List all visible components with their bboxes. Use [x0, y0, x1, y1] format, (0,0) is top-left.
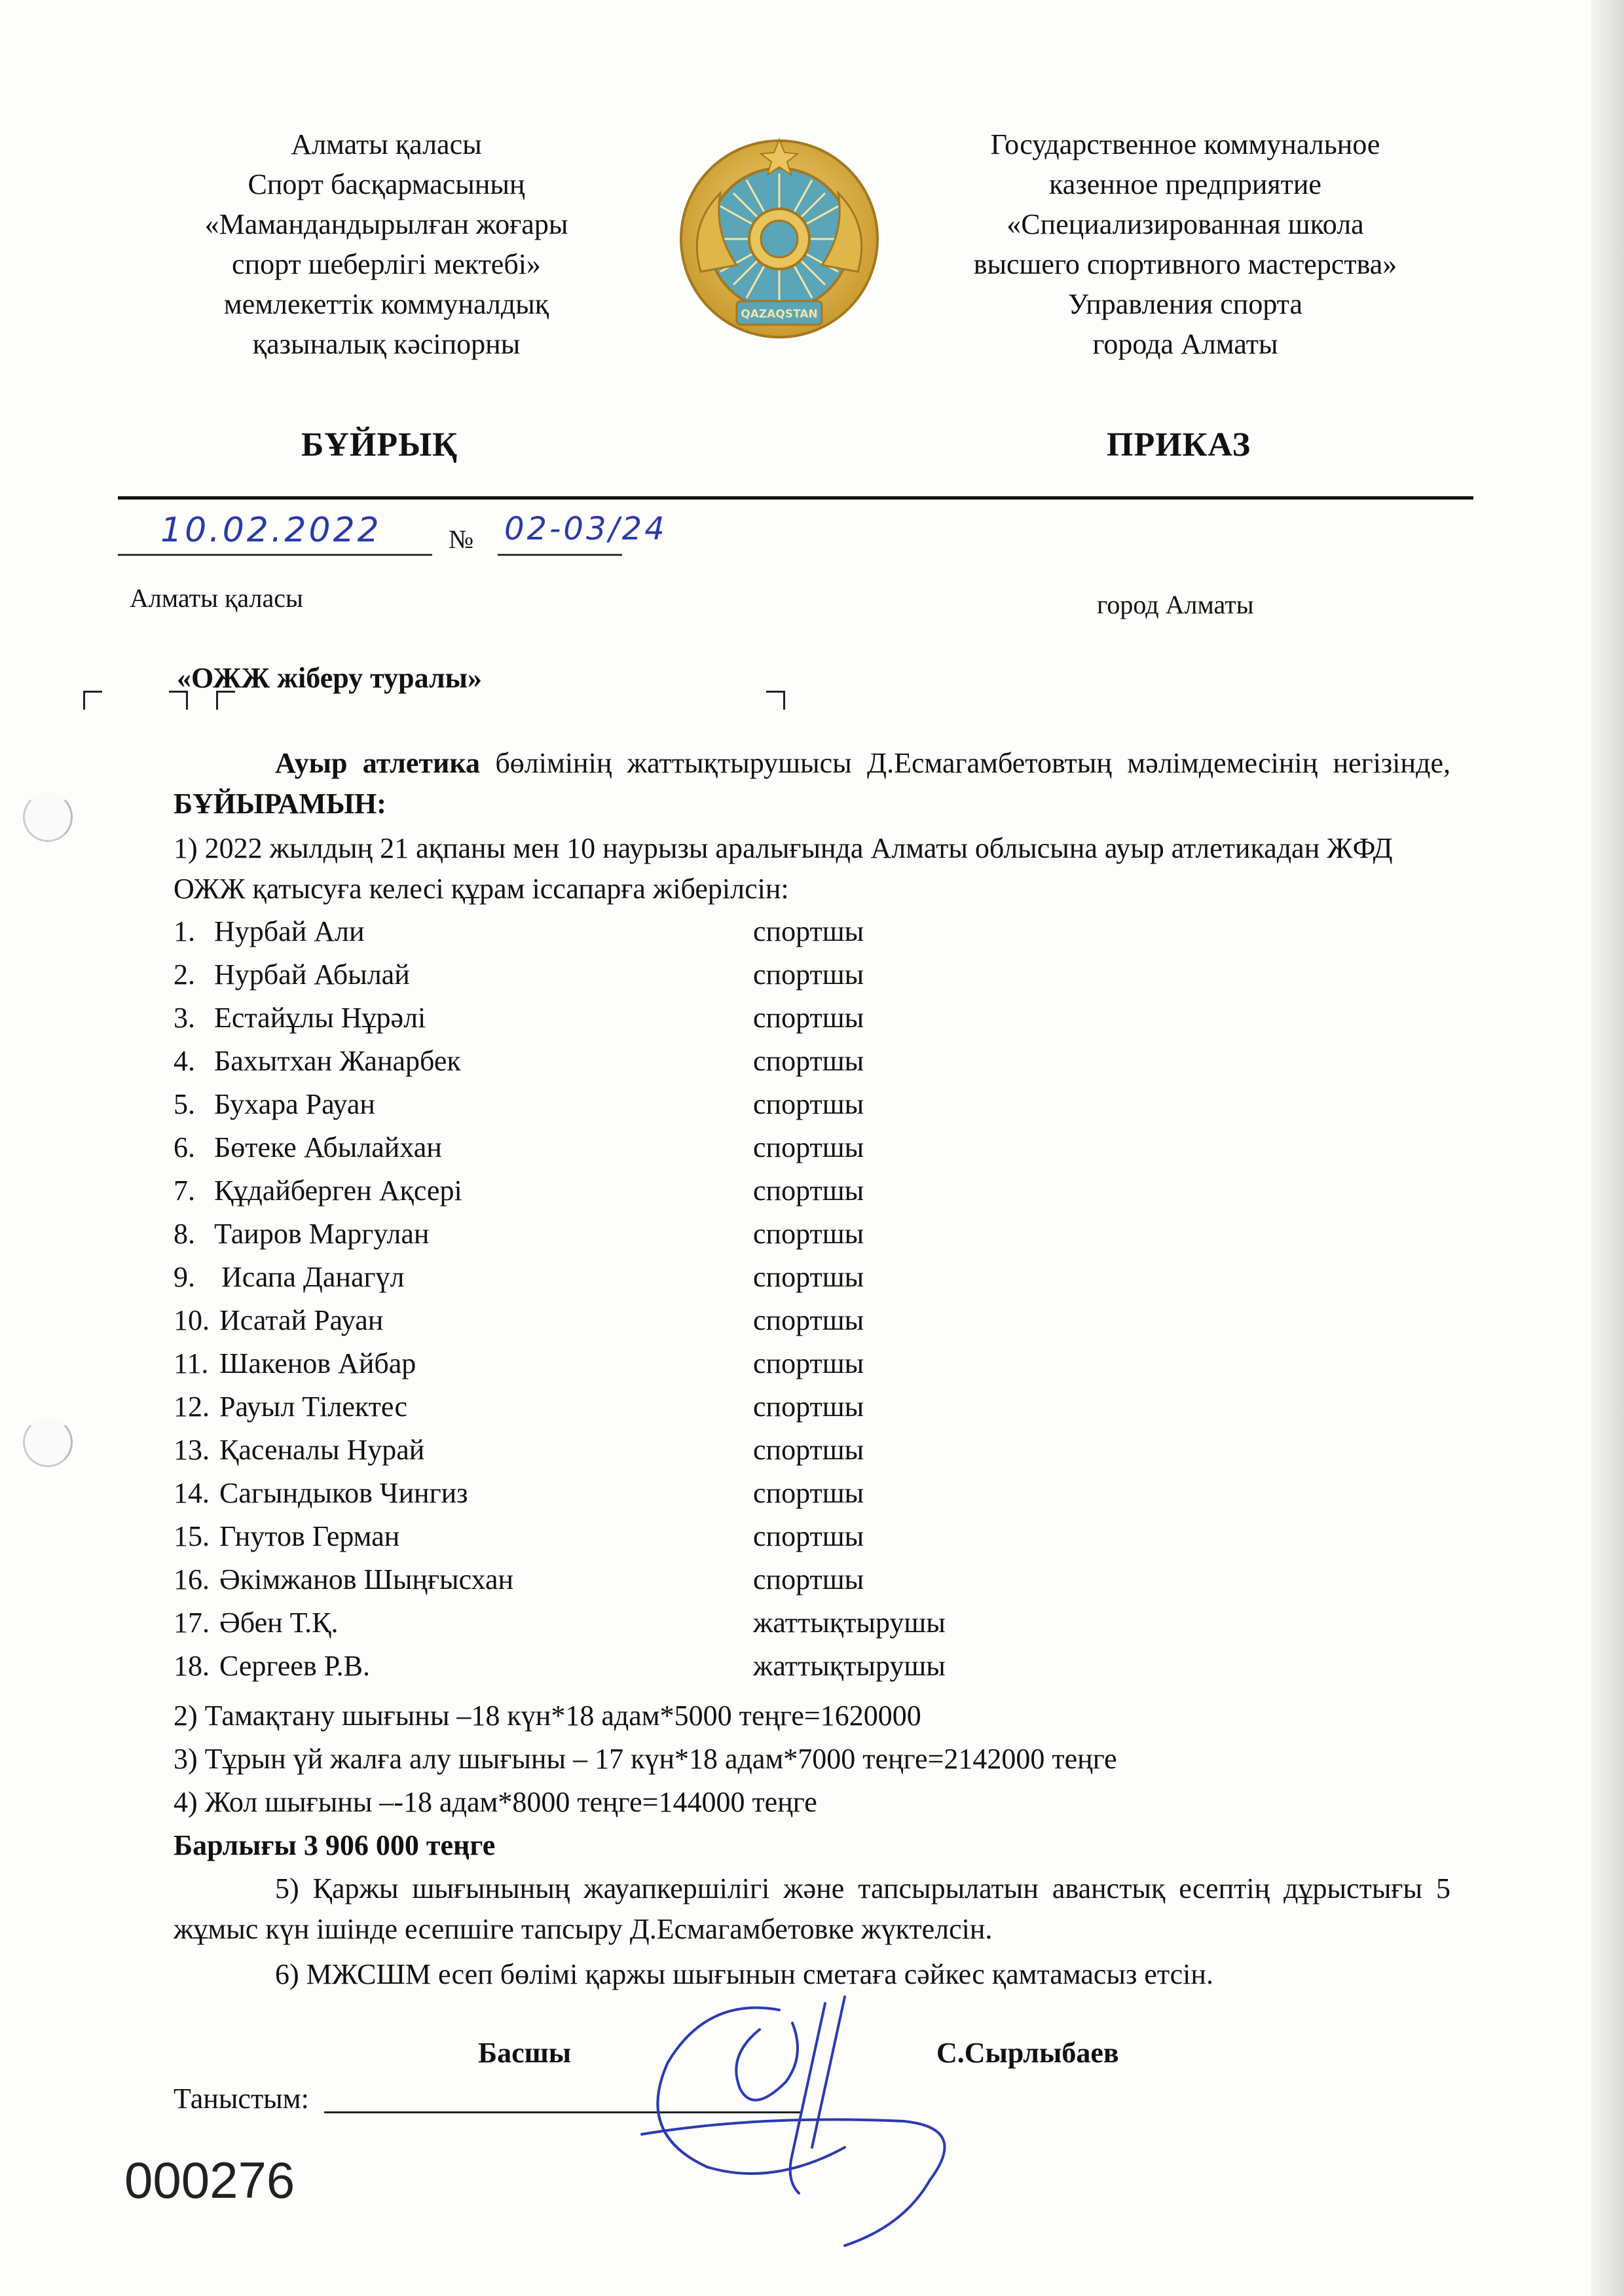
person-entry [174, 1390, 407, 1423]
person-name: Исатай Рауан [219, 1304, 384, 1336]
person-number: 10. [174, 1304, 210, 1336]
person-number: 1. [174, 915, 195, 947]
point-3: 3) Тұрын үй жалға алу шығыны – 17 күн*18 адам*7000 теңге=2142000 теңге [174, 1743, 1117, 1775]
person-row [174, 1303, 1156, 1347]
acknowledged-label: Таныстым: [174, 2083, 309, 2115]
person-row [174, 1044, 1156, 1087]
person-role: спортшы [753, 1002, 864, 1034]
person-row [174, 1649, 1156, 1692]
person-role: спортшы [753, 1347, 864, 1379]
title-kz: БҰЙРЫҚ [301, 426, 458, 464]
header-left-line: «Мамандандырылған жоғары [204, 208, 568, 240]
header-left-line: мемлекеттік коммуналдық [223, 288, 549, 320]
person-name: Әбен Т.Қ. [219, 1607, 339, 1639]
person-row [174, 1217, 1156, 1260]
state-emblem [674, 134, 884, 350]
person-name: Гнутов Герман [219, 1520, 400, 1552]
header-left-line: Алматы қаласы [291, 128, 482, 160]
header-right-line: города Алматы [1092, 328, 1278, 360]
person-entry [174, 1001, 426, 1034]
person-number: 6. [174, 1131, 195, 1163]
person-entry [174, 1476, 468, 1510]
header-right-line: казенное предприятие [1049, 168, 1321, 200]
person-name: Нурбай Али [214, 915, 365, 947]
person-row [174, 958, 1156, 1001]
person-entry [174, 1649, 370, 1683]
person-entry [174, 1260, 405, 1294]
person-role: спортшы [753, 1131, 864, 1163]
header-rule [118, 496, 1473, 500]
corner-mark-left [83, 691, 102, 710]
person-entry [174, 1131, 442, 1164]
person-role: спортшы [753, 1045, 864, 1077]
person-row [174, 1174, 1156, 1217]
corner-mark-mid-a [169, 691, 188, 710]
number-sign: № [449, 524, 474, 554]
person-number: 16. [174, 1563, 210, 1595]
person-row [174, 1087, 1156, 1131]
person-number: 13. [174, 1434, 210, 1466]
intro-paragraph [174, 743, 1450, 824]
person-role: спортшы [753, 1520, 864, 1552]
header-left [118, 124, 655, 364]
person-row [174, 1347, 1156, 1390]
punch-hole-bottom [23, 1417, 73, 1467]
person-name: Бөтеке Абылайхан [214, 1131, 442, 1163]
point-5: 5) Қаржы шығынының жауапкершілігі және тапсырылатын аванстық есептің дұрыстығы 5 жұмыс күн ішінде есепшіге тапсыру Д.Есмагамбетовке жүктелсін. [174, 1872, 1450, 1945]
person-name: Бахытхан Жанарбек [214, 1045, 461, 1077]
intro-bold-end: БҰЙЫРАМЫН: [174, 788, 386, 820]
corner-mark-mid-b [216, 691, 235, 710]
person-name: Исапа Данагүл [214, 1261, 405, 1293]
header-right-line: Управления спорта [1067, 288, 1303, 320]
person-entry [174, 1520, 399, 1553]
person-number: 3. [174, 1002, 195, 1034]
punch-hole-top [23, 792, 73, 842]
person-entry [174, 1044, 461, 1078]
city-kz: Алматы қаласы [130, 583, 303, 613]
person-role: спортшы [753, 1261, 864, 1293]
person-role: спортшы [753, 958, 864, 991]
person-entry [174, 1563, 513, 1596]
intro-text: бөлімінің жаттықтырушысы Д.Есмагамбетовтың мәлімдемесінің негізінде, [480, 747, 1450, 779]
handwritten-signature [629, 1984, 995, 2259]
person-entry [174, 1174, 462, 1207]
signature-position: Басшы [478, 2037, 572, 2069]
person-entry [174, 1606, 338, 1639]
person-number: 17. [174, 1607, 210, 1639]
person-name: Таиров Маргулан [214, 1218, 430, 1250]
order-subject: «ОЖЖ жіберу туралы» [177, 662, 483, 694]
person-role: жаттықтырушы [753, 1650, 946, 1682]
person-number: 14. [174, 1477, 210, 1509]
person-row [174, 1390, 1156, 1433]
point-2: 2) Тамақтану шығыны –18 күн*18 адам*5000 теңге=1620000 [174, 1700, 921, 1732]
point-4: 4) Жол шығыны –-18 адам*8000 теңге=144000 теңге [174, 1786, 817, 1818]
total-amount: Барлығы 3 906 000 теңге [174, 1829, 496, 1861]
person-role: жаттықтырушы [753, 1607, 946, 1639]
number-underline [498, 554, 622, 556]
person-number: 12. [174, 1391, 210, 1423]
person-row [174, 1520, 1156, 1563]
person-entry [174, 1087, 375, 1121]
person-number: 18. [174, 1650, 210, 1682]
person-row [174, 915, 1156, 958]
emblem-label: QAZAQSTAN [741, 308, 818, 321]
person-row [174, 1260, 1156, 1303]
person-role: спортшы [753, 1088, 864, 1120]
document-serial: 000276 [124, 2151, 295, 2209]
intro-bold-start: Ауыр атлетика [275, 747, 481, 779]
person-row [174, 1131, 1156, 1174]
person-role: спортшы [753, 1304, 864, 1336]
person-role: спортшы [753, 1391, 864, 1423]
person-row [174, 1433, 1156, 1476]
header-left-line: Спорт басқармасының [248, 168, 525, 200]
person-entry [174, 1347, 416, 1380]
person-name: Қасеналы Нурай [219, 1434, 425, 1466]
person-row [174, 1476, 1156, 1520]
point-6: 6) МЖСШМ есеп бөлімі қаржы шығынын сметаға сәйкес қамтамасыз етсін. [275, 1958, 1213, 1990]
person-role: спортшы [753, 1477, 864, 1509]
person-role: спортшы [753, 1218, 864, 1250]
order-date: 10.02.2022 [160, 511, 382, 550]
person-name: Сергеев Р.В. [219, 1650, 371, 1682]
title-ru: ПРИКАЗ [1107, 426, 1251, 464]
header-right [917, 124, 1454, 364]
person-role: спортшы [753, 1175, 864, 1207]
header-right-line: «Специализированная школа [1006, 208, 1364, 240]
person-number: 9. [174, 1261, 195, 1293]
header-right-line: высшего спортивного мастерства» [973, 248, 1397, 280]
corner-mark-right [766, 691, 785, 710]
person-name: Құдайберген Ақсері [214, 1175, 462, 1207]
person-row [174, 1001, 1156, 1044]
person-number: 4. [174, 1045, 195, 1077]
person-name: Естайұлы Нұрәлі [214, 1002, 426, 1034]
person-entry [174, 915, 365, 948]
header-right-line: Государственное коммунальное [990, 128, 1380, 160]
person-name: Рауыл Тілектес [219, 1391, 408, 1423]
scan-edge-shadow [1591, 0, 1624, 2296]
person-entry [174, 1217, 429, 1250]
signature-name: С.Сырлыбаев [936, 2037, 1119, 2069]
person-role: спортшы [753, 915, 864, 947]
person-role: спортшы [753, 1434, 864, 1466]
person-entry [174, 1433, 424, 1467]
header-left-line: қазыналық кәсіпорны [252, 328, 521, 360]
city-ru: город Алматы [1097, 590, 1254, 619]
person-row [174, 1606, 1156, 1649]
person-number: 5. [174, 1088, 195, 1120]
person-name: Бухара Рауан [214, 1088, 375, 1120]
person-number: 11. [174, 1347, 209, 1379]
person-number: 8. [174, 1218, 195, 1250]
person-number: 7. [174, 1175, 195, 1207]
date-underline [118, 554, 432, 556]
header-left-line: спорт шеберлігі мектебі» [232, 248, 541, 280]
person-name: Сагындыков Чингиз [219, 1477, 468, 1509]
person-number: 15. [174, 1520, 210, 1552]
person-entry [174, 958, 410, 991]
order-number: 02-03/24 [504, 511, 667, 547]
person-name: Нурбай Абылай [214, 958, 410, 991]
person-name: Шакенов Айбар [219, 1347, 416, 1379]
person-role: спортшы [753, 1563, 864, 1595]
person-entry [174, 1303, 383, 1337]
person-number: 2. [174, 958, 195, 991]
person-row [174, 1563, 1156, 1606]
person-name: Әкімжанов Шыңғысхан [219, 1563, 514, 1595]
point-1: 1) 2022 жылдың 21 ақпаны мен 10 наурызы аралығында Алматы облысына ауыр атлетикадан ЖФД ОЖЖ қатысуға келесі құрам іссапарға жіберілсін: [174, 832, 1393, 905]
